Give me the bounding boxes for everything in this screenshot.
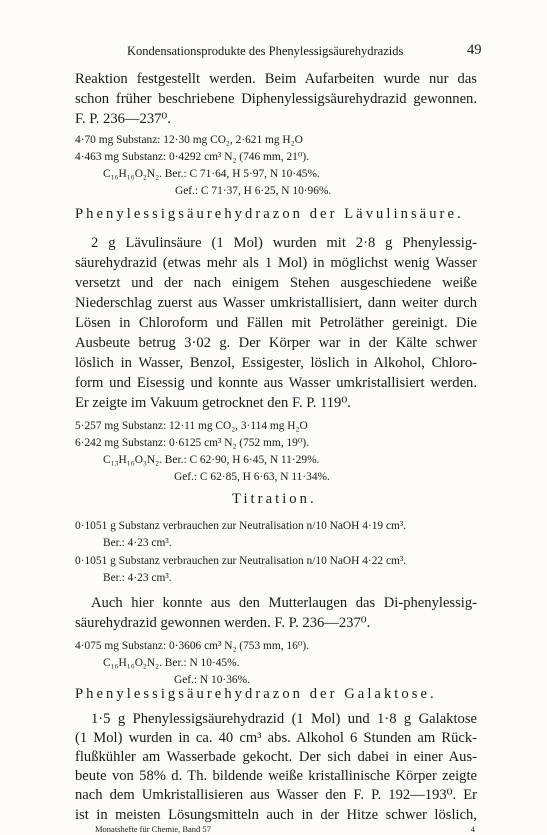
running-title: Kondensationsprodukte des Phenylessigsäurehydrazids xyxy=(127,44,404,58)
paragraph-line: beute von 58% d. Th. bildende weiße kristallinische Körper zeigte xyxy=(75,768,477,784)
analysis-line: C₁₆H₁₆O₂N₂. Ber.: C 71·64, H 5·97, N 10·45%. xyxy=(103,168,320,180)
signature-mark: 4 xyxy=(470,824,475,834)
paragraph-line: ist in meisten Lösungsmitteln auch in der Hitze schwer löslich, xyxy=(75,807,477,823)
paragraph-line: Reaktion festgestellt werden. Beim Aufarbeiten wurde nur das xyxy=(75,71,477,87)
paragraph-line: (1 Mol) wurden in ca. 40 cm³ abs. Alkohol 6 Stunden am Rück- xyxy=(75,730,477,746)
paragraph-line: Auch hier konnte aus den Mutterlaugen das Di-phenylessig- xyxy=(91,595,477,611)
page-footer xyxy=(95,824,475,834)
paragraph-line: löslich in Wasser, Benzol, Essigester, löslich in Alkohol, Chloro- xyxy=(75,355,477,371)
paragraph-line: versetzt und der nach einigem Stehen ausgeschiedene weiße xyxy=(75,275,477,291)
section-heading: Phenylessigsäurehydrazon der Lävulinsäure. xyxy=(75,206,464,222)
paragraph-line: Lösen in Chloroform und Fällen mit Petroläther gereinigt. Die xyxy=(75,315,477,331)
analysis-line: 5·257 mg Substanz: 12·11 mg CO₂, 3·114 mg H₂O xyxy=(75,420,308,432)
paragraph-line: nach dem Umkristallisieren aus Wasser den F. P. 192—193⁰. Er xyxy=(75,787,477,803)
section-heading: Titration. xyxy=(232,491,317,507)
analysis-line: 6·242 mg Substanz: 0·6125 cm³ N₂ (752 mm, 19⁰). xyxy=(75,437,310,449)
analysis-line: Gef.: C 71·37, H 6·25, N 10·96%. xyxy=(175,185,332,197)
analysis-line: Gef.: C 62·85, H 6·63, N 11·34%. xyxy=(174,471,330,483)
analysis-line: C₁₆H₁₆O₂N₂. Ber.: N 10·45%. xyxy=(103,657,240,669)
section-heading: Phenylessigsäurehydrazon der Galaktose. xyxy=(75,686,437,702)
paragraph-line: F. P. 236—237⁰. xyxy=(75,111,171,127)
analysis-line: Gef.: N 10·36%. xyxy=(174,674,250,686)
titration-line: 0·1051 g Substanz verbrauchen zur Neutralisation n/10 NaOH 4·22 cm³. xyxy=(75,555,407,567)
paragraph-line: flußkühler am Wasserbade gekocht. Der sich dabei in einer Aus- xyxy=(75,749,477,765)
analysis-line: 4·075 mg Substanz: 0·3606 cm³ N₂ (753 mm, 16⁰). xyxy=(75,640,310,652)
titration-line: Ber.: 4·23 cm³. xyxy=(103,572,172,584)
paragraph-line: säurehydrazid (etwas mehr als 1 Mol) in möglichst wenig Wasser xyxy=(75,255,477,271)
paragraph-line: form und Eisessig und konnte aus Wasser umkristallisiert werden. xyxy=(75,375,477,391)
paragraph-line: Ausbeute betrug 3·02 g. Der Körper war in der Kälte schwer xyxy=(75,335,477,351)
titration-line: 0·1051 g Substanz verbrauchen zur Neutralisation n/10 NaOH 4·19 cm³. xyxy=(75,520,407,532)
analysis-line: C₁₃H₁₆O₃N₂. Ber.: C 62·90, H 6·45, N 11·29%. xyxy=(103,454,320,466)
analysis-line: 4·463 mg Substanz: 0·4292 cm³ N₂ (746 mm, 21⁰). xyxy=(75,151,310,163)
titration-line: Ber.: 4·23 cm³. xyxy=(103,537,172,549)
paragraph-line: 1·5 g Phenylessigsäurehydrazid (1 Mol) und 1·8 g Galaktose xyxy=(91,711,477,727)
page-number: 49 xyxy=(467,42,482,58)
footer-journal-name: Monatshefte für Chemie, Band 57 xyxy=(95,824,211,834)
paragraph-line: Er zeigte im Vakuum getrocknet den F. P. 119⁰. xyxy=(75,395,351,411)
paragraph-line: Niederschlag zuerst aus Wasser umkristallisiert, dann weiter durch xyxy=(75,295,477,311)
paragraph-line: säurehydrazid gewonnen werden. F. P. 236—237⁰. xyxy=(75,615,371,631)
analysis-line: 4·70 mg Substanz: 12·30 mg CO₂, 2·621 mg H₂O xyxy=(75,134,303,146)
paragraph-line: schon früher beschriebene Diphenylessigsäurehydrazid gewonnen. xyxy=(75,91,477,107)
paragraph-line: 2 g Lävulinsäure (1 Mol) wurden mit 2·8 g Phenylessig- xyxy=(91,235,477,251)
